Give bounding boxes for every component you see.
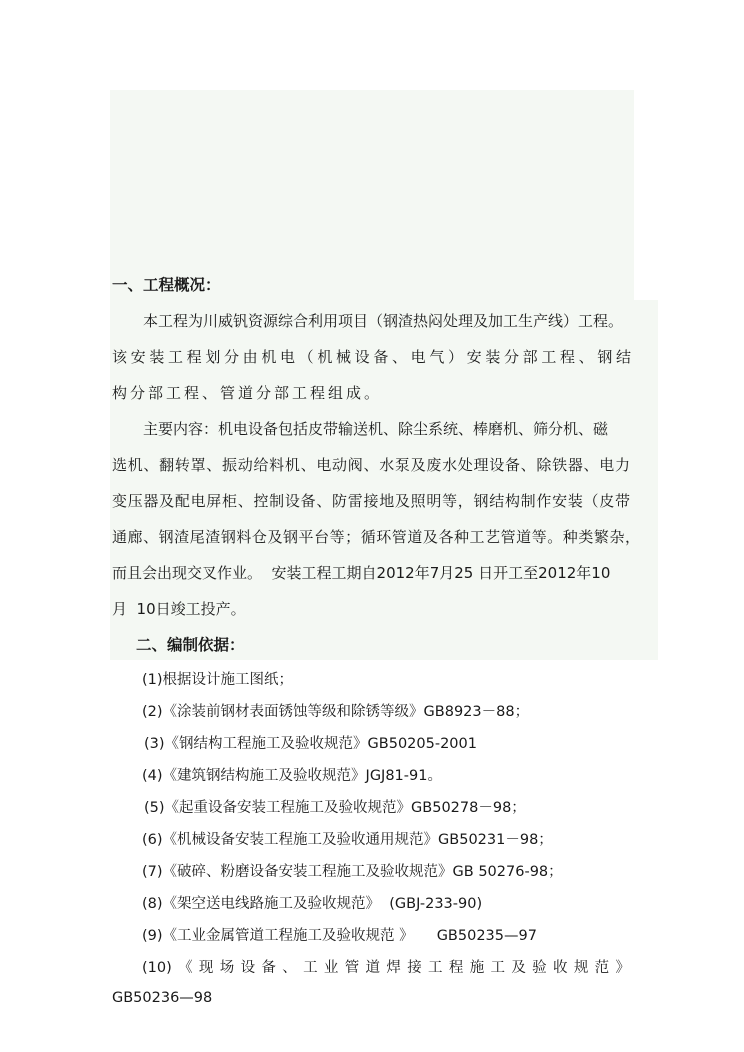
basis-item-1: (1)根据设计施工图纸； xyxy=(142,672,294,688)
basis-item-8: (8)《架空送电线路施工及验收规范》 (GBJ-233-90) xyxy=(142,896,483,912)
basis-item-4: (4)《建筑钢结构施工及验收规范》JGJ81-91。 xyxy=(142,768,442,784)
basis-item-3: (3)《钢结构工程施工及验收规范》GB50205-2001 xyxy=(144,736,477,752)
basis-item-10-code: GB50236—98 xyxy=(112,990,213,1006)
para2-line-2: 选机、翻转罩、振动给料机、电动阀、水泵及废水处理设备、除铁器、电力 xyxy=(112,456,630,474)
basis-item-9: (9)《工业金属管道工程施工及验收规范 》 GB50235—97 xyxy=(142,928,537,944)
basis-item-2: (2)《涂装前钢材表面锈蚀等级和除锈等级》GB8923－88； xyxy=(142,704,530,720)
basis-item-7: (7)《破碎、粉磨设备安装工程施工及验收规范》GB 50276-98； xyxy=(142,864,563,880)
basis-item-5: (5)《起重设备安装工程施工及验收规范》GB50278－98； xyxy=(144,800,526,816)
para2-line-1: 主要内容：机电设备包括皮带输送机、除尘系统、棒磨机、筛分机、磁 xyxy=(143,420,609,438)
para1-line-1: 本工程为川威钒资源综合利用项目（钢渣热闷处理及加工生产线）工程。 xyxy=(143,312,624,330)
para1-line-2: 该安装工程划分由机电（机械设备、电气）安装分部工程、钢结 xyxy=(112,348,631,366)
section1-heading: 一、工程概况： xyxy=(112,276,221,294)
basis-item-10: (10)《现场设备、工业管道焊接工程施工及验收规范》 xyxy=(142,960,630,976)
basis-item-6: (6)《机械设备安装工程施工及验收通用规范》GB50231－98； xyxy=(142,832,553,848)
para2-line-5: 而且会出现交叉作业。 安装工程工期自2012年7月25 日开工至2012年10 xyxy=(112,564,611,582)
para1-line-3: 构分部工程、管道分部工程组成。 xyxy=(112,384,383,402)
para2-line-3: 变压器及配电屏柜、控制设备、防雷接地及照明等，钢结构制作安装（皮带 xyxy=(112,492,630,510)
para2-line-6: 月 10日竣工投产。 xyxy=(112,600,246,618)
para2-line-4: 通廊、钢渣尾渣钢料仓及钢平台等；循环管道及各种工艺管道等。种类繁杂， xyxy=(112,528,640,546)
section2-heading: 二、编制依据： xyxy=(136,636,245,654)
